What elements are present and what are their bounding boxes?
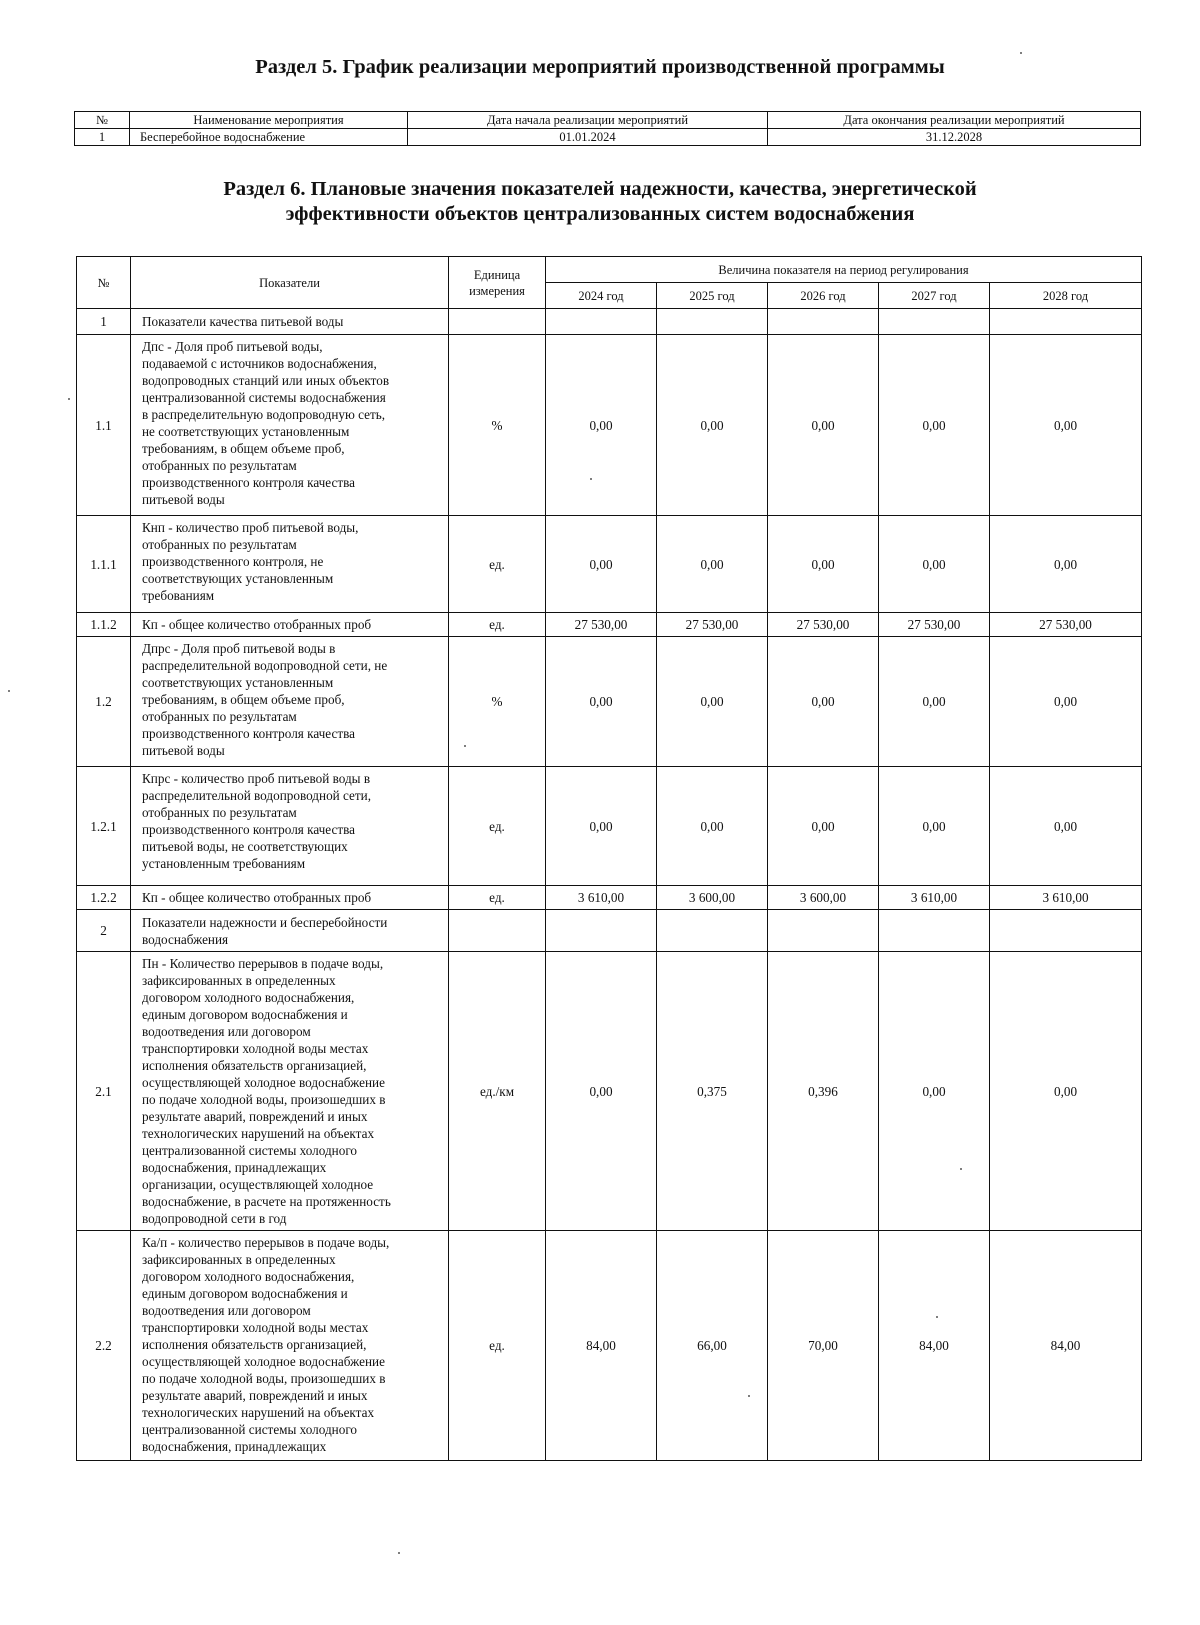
indicator-unit: ед.	[449, 613, 546, 637]
indicator-name-line: по подаче холодной воды, произошедших в	[142, 1092, 386, 1107]
indicator-value: 3 600,00	[657, 886, 768, 910]
indicator-name-line: распределительной водопроводной сети, не	[142, 658, 388, 673]
indicator-num: 1.2.1	[77, 767, 131, 886]
indicator-row	[77, 910, 1142, 952]
schedule-cell-start: 01.01.2024	[408, 129, 768, 146]
header-unit	[449, 257, 546, 309]
indicator-value: 3 600,00	[768, 886, 879, 910]
schedule-header-start: Дата начала реализации мероприятий	[408, 112, 768, 129]
indicator-row	[77, 1231, 1142, 1461]
indicator-name-line: зафиксированных в определенных	[142, 973, 336, 988]
indicator-value: 0,00	[546, 335, 657, 516]
indicator-value: 0,00	[546, 952, 657, 1231]
scan-speck	[398, 1552, 400, 1554]
scan-speck	[68, 398, 70, 400]
indicator-unit: ед./км	[449, 952, 546, 1231]
indicator-unit: ед.	[449, 767, 546, 886]
indicator-name	[131, 309, 449, 335]
indicator-name-line: осуществляющей холодное водоснабжение	[142, 1354, 385, 1369]
indicator-name-line: в распределительную водопроводную сеть,	[142, 407, 386, 422]
indicator-name-line: Показатели надежности и бесперебойности	[142, 914, 388, 930]
indicator-value: 84,00	[879, 1231, 990, 1461]
section6-title-line2: эффективности объектов централизованных систем водоснабжения	[285, 203, 915, 225]
indicator-value: 66,00	[657, 1231, 768, 1461]
indicator-row	[77, 613, 1142, 637]
indicator-value: 27 530,00	[990, 613, 1142, 637]
indicator-name-line: установленным требованиям	[142, 856, 306, 871]
indicator-name-line: централизованной системы водоснабжения	[142, 390, 386, 405]
indicator-name	[131, 335, 449, 516]
header-year: 2027 год	[879, 283, 990, 309]
indicator-value: 70,00	[768, 1231, 879, 1461]
indicator-value: 27 530,00	[657, 613, 768, 637]
indicator-name-line: организации, осуществляющей холодное	[142, 1177, 374, 1192]
indicator-name-line: требованиям, в общем объеме проб,	[142, 692, 345, 707]
indicator-value	[768, 910, 879, 952]
indicator-name-line: водоснабжения, принадлежащих	[142, 1160, 327, 1175]
indicator-value	[657, 910, 768, 952]
section6-title	[90, 177, 1110, 227]
scan-speck	[748, 1395, 750, 1397]
indicator-value	[879, 309, 990, 335]
indicator-name-line: водопроводной сети в год	[142, 1211, 287, 1226]
indicator-row	[77, 886, 1142, 910]
indicator-name-line: производственного контроля качества	[142, 475, 356, 490]
scan-speck	[8, 690, 10, 692]
indicator-value: 0,00	[879, 952, 990, 1231]
indicator-name	[131, 767, 449, 886]
indicator-name-line: Пн - Количество перерывов в подаче воды,	[142, 956, 384, 971]
indicator-name	[131, 637, 449, 767]
indicator-unit: %	[449, 335, 546, 516]
indicator-value: 0,00	[879, 767, 990, 886]
indicator-unit: %	[449, 637, 546, 767]
indicator-name-line: Ка/п - количество перерывов в подаче воды,	[142, 1235, 390, 1250]
indicator-num: 1.2.2	[77, 886, 131, 910]
header-year: 2028 год	[990, 283, 1142, 309]
indicator-value: 0,00	[768, 335, 879, 516]
indicator-value: 0,396	[768, 952, 879, 1231]
indicator-name-line: производственного контроля, не	[142, 554, 324, 569]
indicator-value: 0,00	[657, 767, 768, 886]
indicator-name-line: отобранных по результатам	[142, 709, 297, 724]
indicator-value: 0,375	[657, 952, 768, 1231]
indicator-name-line: не соответствующих установленным	[142, 424, 350, 439]
indicator-value	[657, 309, 768, 335]
header-year: 2026 год	[768, 283, 879, 309]
indicator-value: 0,00	[657, 335, 768, 516]
header-period: Величина показателя на период регулирования	[546, 257, 1142, 283]
indicator-name	[131, 886, 449, 910]
header-num: №	[77, 257, 131, 309]
schedule-header-row	[75, 112, 1141, 129]
indicator-name-line: договором холодного водоснабжения,	[142, 1269, 355, 1284]
indicator-name-line: Кнп - количество проб питьевой воды,	[142, 520, 359, 535]
indicator-name-line: исполнения обязательств организацией,	[142, 1337, 367, 1352]
indicator-name	[131, 1231, 449, 1461]
indicator-value: 27 530,00	[546, 613, 657, 637]
indicators-body	[77, 309, 1142, 1461]
header-unit-line1: Единица	[473, 267, 521, 282]
section5-title: Раздел 5. График реализации мероприятий производственной программы	[255, 56, 945, 78]
schedule-table	[74, 111, 1141, 146]
indicator-value: 3 610,00	[546, 886, 657, 910]
indicator-name-line: водоотведения или договором	[142, 1024, 311, 1039]
indicator-name-line: по подаче холодной воды, произошедших в	[142, 1371, 386, 1386]
schedule-cell-num: 1	[75, 129, 130, 146]
indicator-unit: ед.	[449, 886, 546, 910]
indicator-name-line: централизованной системы холодного	[142, 1143, 358, 1158]
indicator-value: 0,00	[768, 637, 879, 767]
scan-speck	[590, 478, 592, 480]
indicator-name-line: водоснабжение, в расчете на протяженность	[142, 1194, 391, 1209]
indicator-name-line: технологических нарушений на объектах	[142, 1126, 375, 1141]
indicator-value: 0,00	[546, 516, 657, 613]
indicator-name-line: Дпс - Доля проб питьевой воды,	[142, 339, 323, 354]
header-year: 2024 год	[546, 283, 657, 309]
indicator-name	[131, 613, 449, 637]
indicator-name	[131, 910, 449, 952]
indicator-value: 0,00	[768, 516, 879, 613]
indicator-value: 0,00	[546, 767, 657, 886]
indicator-row	[77, 309, 1142, 335]
indicator-num: 2	[77, 910, 131, 952]
indicator-row	[77, 767, 1142, 886]
schedule-header-end: Дата окончания реализации мероприятий	[768, 112, 1141, 129]
indicator-value: 0,00	[657, 637, 768, 767]
scan-speck	[1020, 52, 1022, 54]
indicator-num: 2.1	[77, 952, 131, 1231]
indicator-name-line: водоснабжения, принадлежащих	[142, 1439, 327, 1454]
indicator-name-line: централизованной системы холодного	[142, 1422, 358, 1437]
indicator-value: 0,00	[879, 516, 990, 613]
indicator-name-line: питьевой воды	[142, 743, 225, 758]
indicator-name-line: транспортировки холодной воды местах	[142, 1320, 369, 1335]
indicator-value: 0,00	[879, 637, 990, 767]
indicator-row	[77, 335, 1142, 516]
schedule-cell-name: Бесперебойное водоснабжение	[130, 129, 408, 146]
indicator-name-line: результате аварий, повреждений и иных	[142, 1109, 368, 1124]
indicator-value: 84,00	[546, 1231, 657, 1461]
indicator-name-line: технологических нарушений на объектах	[142, 1405, 375, 1420]
indicator-unit	[449, 910, 546, 952]
section6-title-line1: Раздел 6. Плановые значения показателей надежности, качества, энергетической	[223, 178, 977, 200]
indicator-name-line: исполнения обязательств организацией,	[142, 1058, 367, 1073]
indicator-value	[768, 309, 879, 335]
indicator-name-line: соответствующих установленным	[142, 571, 334, 586]
indicator-num: 1.1.2	[77, 613, 131, 637]
indicator-name-line: отобранных по результатам	[142, 458, 297, 473]
scan-speck	[464, 745, 466, 747]
indicator-name-line: производственного контроля качества	[142, 822, 356, 837]
indicator-name-line: требованиям, в общем объеме проб,	[142, 441, 345, 456]
indicator-name-line: питьевой воды, не соответствующих	[142, 839, 348, 854]
indicator-value: 0,00	[990, 335, 1142, 516]
indicator-name	[131, 952, 449, 1231]
indicator-name-line: соответствующих установленным	[142, 675, 334, 690]
indicator-value	[546, 910, 657, 952]
header-indicator: Показатели	[131, 257, 449, 309]
indicator-name-line: подаваемой с источников водоснабжения,	[142, 356, 377, 371]
indicator-name-line: единым договором водоснабжения и	[142, 1286, 348, 1301]
indicator-name	[131, 516, 449, 613]
header-year: 2025 год	[657, 283, 768, 309]
indicator-value: 27 530,00	[768, 613, 879, 637]
indicator-value: 3 610,00	[879, 886, 990, 910]
indicator-name-line: отобранных по результатам	[142, 805, 297, 820]
indicator-value: 0,00	[990, 767, 1142, 886]
indicator-name-line: договором холодного водоснабжения,	[142, 990, 355, 1005]
indicators-table	[76, 256, 1142, 1461]
indicator-name-line: водопроводных станций или иных объектов	[142, 373, 390, 388]
indicator-name-line: водоснабжения	[142, 931, 229, 947]
indicator-name-line: результате аварий, повреждений и иных	[142, 1388, 368, 1403]
indicator-num: 1	[77, 309, 131, 335]
schedule-row	[75, 129, 1141, 146]
scan-speck	[936, 1316, 938, 1318]
indicator-num: 1.1	[77, 335, 131, 516]
indicator-name-line: отобранных по результатам	[142, 537, 297, 552]
indicator-unit	[449, 309, 546, 335]
indicator-num: 1.2	[77, 637, 131, 767]
header-unit-line2: измерения	[469, 283, 525, 298]
indicator-name-line: требованиям	[142, 588, 215, 603]
indicator-name-line: единым договором водоснабжения и	[142, 1007, 348, 1022]
indicator-name-line: Показатели качества питьевой воды	[142, 314, 344, 329]
indicator-num: 2.2	[77, 1231, 131, 1461]
indicator-value: 0,00	[990, 637, 1142, 767]
indicator-row	[77, 637, 1142, 767]
indicator-name-line: зафиксированных в определенных	[142, 1252, 336, 1267]
indicator-value	[879, 910, 990, 952]
indicator-name-line: Дпрс - Доля проб питьевой воды в	[142, 641, 336, 656]
indicator-name-line: распределительной водопроводной сети,	[142, 788, 371, 803]
indicator-row	[77, 516, 1142, 613]
indicator-value: 0,00	[990, 952, 1142, 1231]
indicator-name-line: транспортировки холодной воды местах	[142, 1041, 369, 1056]
schedule-cell-end: 31.12.2028	[768, 129, 1141, 146]
indicator-name-line: питьевой воды	[142, 492, 225, 507]
indicator-value: 0,00	[879, 335, 990, 516]
indicator-value: 0,00	[990, 516, 1142, 613]
indicator-name-line: Кпрс - количество проб питьевой воды в	[142, 771, 371, 786]
indicator-name-line: водоотведения или договором	[142, 1303, 311, 1318]
indicator-value: 0,00	[768, 767, 879, 886]
schedule-header-num: №	[75, 112, 130, 129]
indicator-value	[546, 309, 657, 335]
scan-speck	[960, 1168, 962, 1170]
indicator-row	[77, 952, 1142, 1231]
indicators-header-row-1	[77, 257, 1142, 283]
indicator-name-line: Кп - общее количество отобранных проб	[142, 890, 372, 905]
indicator-value	[990, 309, 1142, 335]
indicator-unit: ед.	[449, 1231, 546, 1461]
indicator-name-line: осуществляющей холодное водоснабжение	[142, 1075, 385, 1090]
indicator-value: 3 610,00	[990, 886, 1142, 910]
indicator-value: 0,00	[657, 516, 768, 613]
schedule-header-name: Наименование мероприятия	[130, 112, 408, 129]
indicator-value: 84,00	[990, 1231, 1142, 1461]
indicator-num: 1.1.1	[77, 516, 131, 613]
indicator-name-line: Кп - общее количество отобранных проб	[142, 617, 372, 632]
indicator-unit: ед.	[449, 516, 546, 613]
indicator-name-line: производственного контроля качества	[142, 726, 356, 741]
indicator-value	[990, 910, 1142, 952]
indicator-value: 27 530,00	[879, 613, 990, 637]
indicator-value: 0,00	[546, 637, 657, 767]
